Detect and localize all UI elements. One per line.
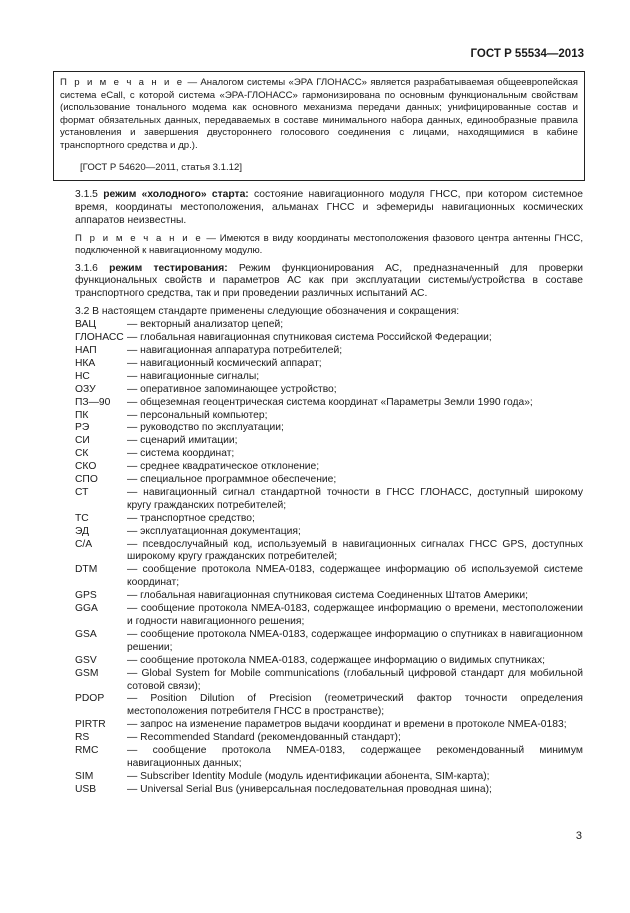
note-label: П р и м е ч а н и е [75, 232, 203, 244]
abbreviation-row [75, 422, 583, 435]
abbreviation-row [75, 564, 583, 590]
definition-cold-start [75, 189, 583, 228]
abbreviation-term: СКО [75, 461, 97, 473]
abbreviation-description: — сообщение протокола NMEA-0183, содержащее информацию о времени, местоположении и годности навигационного решения; [127, 603, 583, 627]
note-text: — Имеются в виду координаты местоположения фазового центра антенны ГНСС, подключенной к навигационному модулю. [75, 232, 583, 257]
abbreviation-term: ТС [75, 512, 89, 524]
main-content [75, 189, 583, 797]
definition-test-mode [75, 263, 583, 302]
abbreviation-term: PIRTR [75, 719, 106, 731]
note-box [53, 71, 585, 181]
abbreviation-row [75, 461, 583, 474]
abbreviation-row [75, 719, 583, 732]
note-paragraph [60, 77, 578, 153]
abbreviation-term: DTM [75, 564, 98, 576]
abbreviation-description: — Position Dilution of Precision (геометрический фактор точности определения местоположения потребителя ГНСС в пространстве); [127, 693, 583, 718]
abbreviation-description: — сценарий имитации; [127, 435, 238, 447]
abbreviation-row [75, 487, 583, 513]
abbreviation-term: СИ [75, 435, 90, 447]
abbreviation-row [75, 668, 583, 694]
abbreviation-term: GSM [75, 667, 99, 679]
abbreviation-term: НАП [75, 344, 97, 356]
abbreviation-row [75, 319, 583, 332]
abbreviation-description: — сообщение протокола NMEA-0183, содержащее рекомендованный минимум навигационных данных; [127, 745, 583, 769]
abbreviations-intro: 3.2 В настоящем стандарте применены следующие обозначения и сокращения: [75, 306, 460, 318]
abbreviation-term: ОЗУ [75, 383, 96, 395]
abbreviation-description: — Recommended Standard (рекомендованный стандарт); [127, 732, 401, 744]
abbreviation-term: СПО [75, 474, 98, 486]
term: режим «холодного» старта: [103, 189, 249, 200]
cold-start-note [75, 233, 583, 258]
document-header: ГОСТ Р 55534—2013 [470, 48, 584, 60]
abbreviation-row [75, 732, 583, 745]
abbreviation-row [75, 771, 583, 784]
abbreviation-description: — руководство по эксплуатации; [127, 422, 284, 434]
abbreviation-description: — специальное программное обеспечение; [127, 474, 337, 486]
abbreviation-term: ПЗ—90 [75, 396, 111, 408]
abbreviation-row [75, 590, 583, 603]
abbreviation-description: — сообщение протокола NMEA-0183, содержащее информацию о спутниках в навигационном решении; [127, 628, 583, 653]
abbreviation-description: — запрос на изменение параметров выдачи координат и времени в протоколе NMEA-0183; [127, 719, 567, 731]
abbreviation-row [75, 345, 583, 358]
abbreviation-term: GPS [75, 590, 97, 602]
abbreviation-row [75, 629, 583, 655]
abbreviation-row [75, 745, 583, 771]
abbreviation-row [75, 474, 583, 487]
abbreviation-term: C/A [75, 538, 93, 550]
abbreviation-description: — эксплуатационная документация; [127, 525, 301, 537]
abbreviation-description: — оперативное запоминающее устройство; [127, 383, 337, 395]
abbreviation-description: — сообщение протокола NMEA-0183, содержащее информацию о видимых спутниках; [127, 654, 545, 666]
definition-text: состояние навигационного модуля ГНСС, при котором системное время, координаты местоположения, альманах ГНСС и эфемериды навигационных космических аппаратов неизвестны. [75, 189, 583, 226]
abbreviation-description: — общеземная геоцентрическая система координат «Параметры Земли 1990 года»; [127, 396, 533, 408]
note-reference: [ГОСТ Р 54620—2011, статья 3.1.12] [80, 161, 243, 173]
abbreviation-description: — персональный компьютер; [127, 409, 268, 421]
abbreviation-term: ЭД [75, 525, 90, 537]
abbreviation-term: ПК [75, 409, 89, 421]
abbreviation-row [75, 603, 583, 629]
abbreviation-row [75, 513, 583, 526]
abbreviation-row [75, 539, 583, 565]
section-number: 3.1.6 [75, 262, 98, 274]
note-body: — Аналогом системы «ЭРА ГЛОНАСС» является разрабатываемая общеевропейская система eCall, с которой система «ЭРА-ГЛОНАСС» гармонизирована по основным функциональным свойствам (использование тонального модема как основного механизма передачи данных; унифицированные состав и формат обязательных данных, передаваемых в составе минимального набора данных, единообразные правила установления и завершения двустороннего голосового соединения с лицами, находящимися в кабине транспортного средства и др.). [60, 77, 578, 151]
abbreviation-row [75, 397, 583, 410]
abbreviation-term: НКА [75, 357, 96, 369]
abbreviation-description: — навигационный космический аппарат; [127, 357, 322, 369]
term: режим тестирования: [109, 262, 228, 274]
abbreviation-description: — транспортное средство; [127, 512, 255, 524]
abbreviation-term: RMC [75, 745, 99, 757]
abbreviation-term: SIM [75, 770, 94, 782]
abbreviation-row [75, 655, 583, 668]
abbreviation-term: RS [75, 732, 90, 744]
abbreviation-description: — глобальная навигационная спутниковая система Российской Федерации; [127, 332, 492, 344]
definition-text: Режим функционирования АС, предназначенный для проверки функциональных свойств и параметров АС как при эксплуатации системы/устройства в составе транспортного средства, так и при проведении различных испытаний АС. [75, 262, 583, 300]
abbreviation-description: — векторный анализатор цепей; [127, 319, 284, 331]
abbreviation-row [75, 371, 583, 384]
abbreviations-list [75, 319, 583, 797]
abbreviation-term: СТ [75, 486, 89, 498]
page-number: 3 [575, 830, 582, 842]
abbreviation-description: — Global System for Mobile communications (глобальный цифровой стандарт для мобильной сотовой связи); [127, 667, 583, 692]
abbreviation-row [75, 784, 583, 797]
abbreviation-row [75, 435, 583, 448]
abbreviation-term: GGA [75, 603, 98, 615]
abbreviation-description: — навигационный сигнал стандартной точности в ГНСС ГЛОНАСС, доступный широкому кругу гражданских потребителей; [127, 486, 583, 511]
abbreviation-term: GSA [75, 628, 97, 640]
abbreviation-row [75, 526, 583, 539]
abbreviation-description: — глобальная навигационная спутниковая система Соединенных Штатов Америки; [127, 590, 528, 602]
abbreviation-row [75, 410, 583, 423]
abbreviation-row [75, 358, 583, 371]
abbreviation-term: РЭ [75, 422, 90, 434]
abbreviation-row [75, 448, 583, 461]
abbreviation-term: GSV [75, 654, 97, 666]
abbreviation-description: — среднее квадратическое отклонение; [127, 461, 320, 473]
section-number: 3.1.5 [75, 189, 98, 200]
abbreviation-term: НС [75, 370, 90, 382]
abbreviation-term: СК [75, 448, 89, 460]
abbreviation-row [75, 384, 583, 397]
abbreviation-description: — Subscriber Identity Module (модуль идентификации абонента, SIM-карта); [127, 770, 490, 782]
abbreviation-description: — Universal Serial Bus (универсальная последовательная проводная шина); [127, 783, 492, 795]
abbreviation-description: — система координат; [127, 448, 235, 460]
abbreviation-row [75, 332, 583, 345]
note-label: П р и м е ч а н и е [60, 77, 185, 88]
abbreviation-row [75, 693, 583, 719]
abbreviation-description: — псевдослучайный код, используемый в навигационных сигналах ГНСС GPS, доступных широкому кругу гражданских потребителей; [127, 538, 583, 563]
abbreviation-description: — сообщение протокола NMEA-0183, содержащее информацию об используемой системе координат; [127, 564, 583, 589]
abbreviation-term: USB [75, 783, 97, 795]
abbreviation-term: PDOP [75, 693, 105, 705]
abbreviation-description: — навигационные сигналы; [127, 370, 260, 382]
abbreviation-term: ГЛОНАСС [75, 332, 124, 344]
abbreviation-term: ВАЦ [75, 319, 97, 331]
abbreviation-description: — навигационная аппаратура потребителей; [127, 344, 343, 356]
